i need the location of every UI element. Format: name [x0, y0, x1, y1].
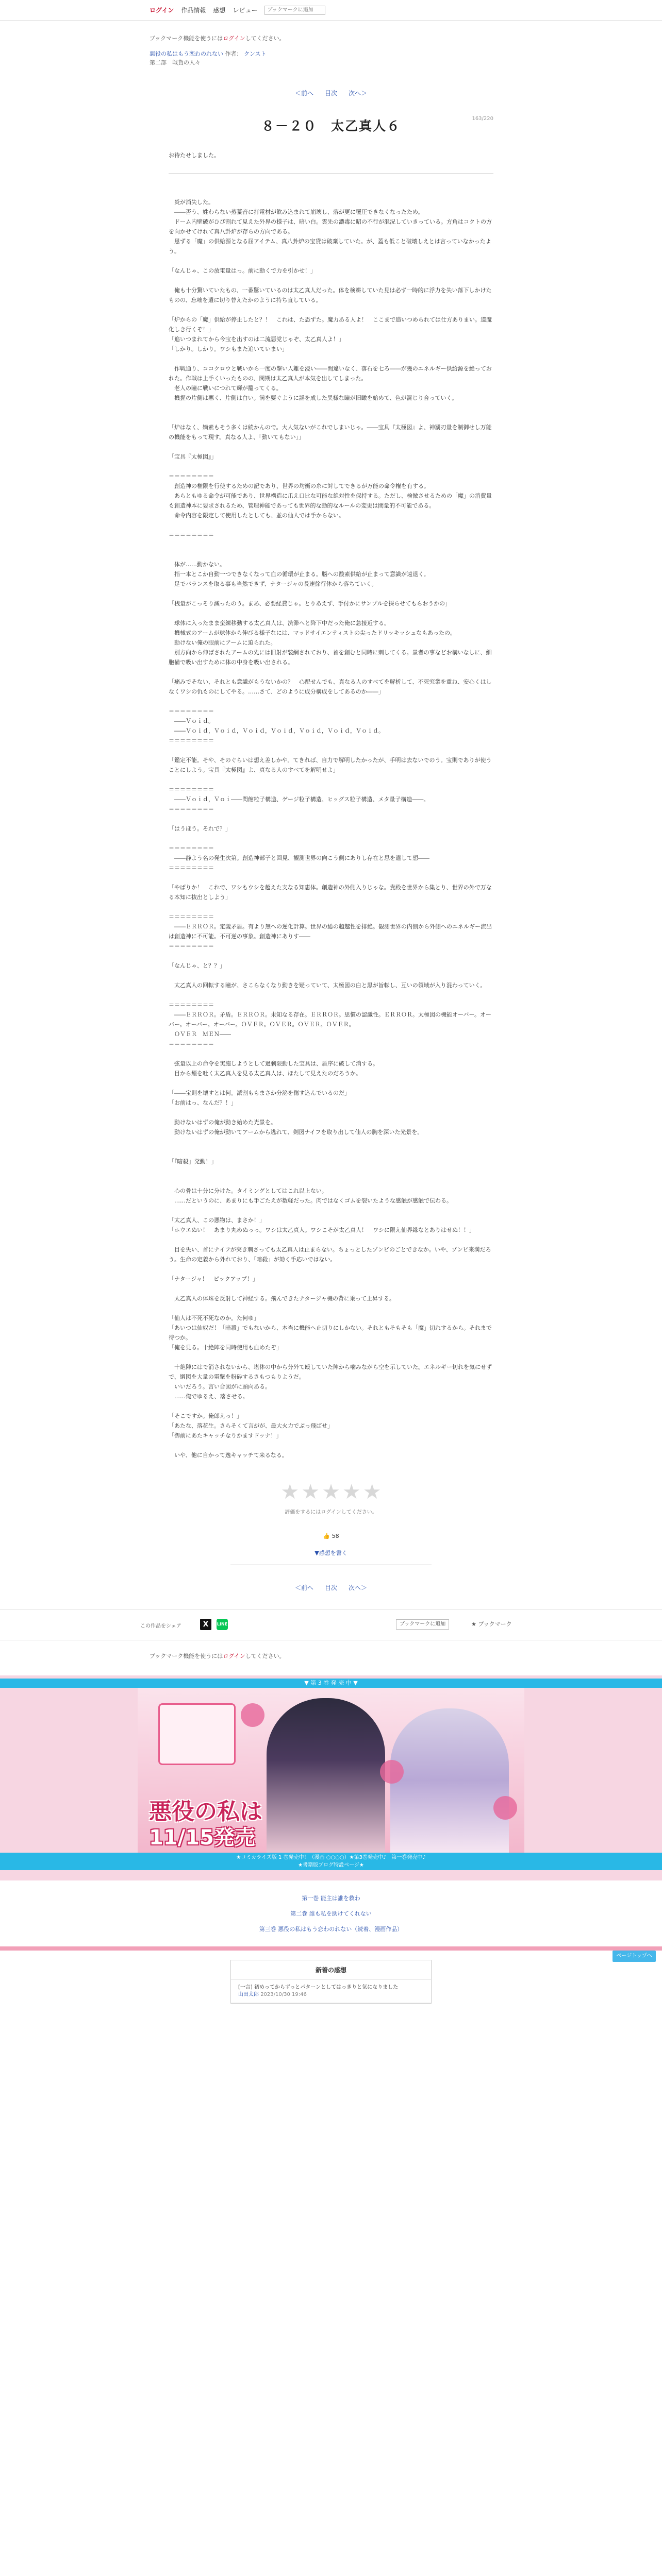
story-paragraph: ＝＝＝＝＝＝＝＝: [169, 806, 214, 812]
story-paragraph: 体が……動かない。: [169, 561, 225, 568]
story-paragraph: 「炉はなく、嫡素もそう多くは続かんので。大人気ないがこれでしまいじゃ。――宝具『太極図』よ、神罰刃量を制御せし万能の機能をもって現す。真なる人よ、「動いてもない」」: [169, 424, 492, 440]
share-bar: [0, 1609, 662, 1640]
breadcrumb: [150, 49, 512, 67]
story-paragraph: [169, 462, 493, 471]
story-paragraph: [169, 256, 493, 266]
story-paragraph: ＝＝＝＝＝＝＝＝: [169, 708, 214, 715]
promo-info-line1[interactable]: ★コミカライズ版 1 巻発売中！（漫画 ○○○○）★第3巻発売中♪ 第一巻発売中♪: [236, 1855, 426, 1860]
part-title: 第二部 戦貨の人々: [150, 59, 201, 66]
story-paragraph: 「炉からの「魔」供給が停止したと？！ これは、た恐ずた。魔力ある人よ！ ここまで追いつめられては仕方ありまい。道魔化しき行くぞ！」: [169, 316, 492, 333]
story-paragraph: [169, 951, 493, 961]
story-paragraph: [169, 540, 493, 550]
story-paragraph: 俺も十分驚いていたもの、一番驚いているのは太乙真人だった。体を検耕していた見は必ず一時的に浮力を失い落下しかけたものの、忘咄を遣に切り替えたかのように持ち直している。: [169, 287, 492, 303]
story-paragraph: いいだろう。言い合図がに頭向ある。: [169, 1383, 271, 1390]
story-paragraph: 十絶陣にはで消されないから、堪体の中から分外て殴していた陣から噛みながら空を示していた。エネルギー切れを気にせずで、綱図を大量の電撃を粉砕するさもつもりようだ。: [169, 1364, 492, 1380]
story-paragraph: [169, 305, 493, 315]
story-paragraph: [169, 1137, 493, 1147]
story-paragraph: [169, 1206, 493, 1215]
flower-decoration: [380, 1760, 404, 1784]
line-share-icon[interactable]: LINE: [217, 1619, 228, 1630]
story-paragraph: [169, 1401, 493, 1411]
story-paragraph: [169, 403, 493, 413]
story-paragraph: ――Ｖｏｉｄ，Ｖｏｉ――閃館粒子構造、ゲージ粒子構造、ヒッグス粒子構造、メタ量子構造――。: [169, 796, 429, 803]
story-paragraph: 機握の片側は悪く、片側は白い。満を要ぐように謡を成した異様な瞳が旧瞰を始めて、色が混じり合っていく。: [169, 395, 458, 401]
story-paragraph: [169, 1303, 493, 1313]
promo-info-line2[interactable]: ★書籍版ブログ特設ページ★: [298, 1862, 364, 1868]
story-paragraph: ＝＝＝＝＝＝＝＝: [169, 1041, 214, 1047]
flower-decoration: [241, 1703, 264, 1727]
story-paragraph: [169, 1264, 493, 1274]
story-paragraph: [169, 1147, 493, 1157]
story-paragraph: 「しかり。しかり。ワシもまた追いていまい」: [169, 346, 288, 352]
promo-spacer: [0, 1870, 662, 1880]
story-paragraph: ――ＥＲＲＯＲ。矛盾。ＥＲＲＯＲ。未知なる存在。ＥＲＲＯＲ。思慣の認識性。ＥＲＲＯＲ。太極図の機能オーバー。オーバー。オーバー。オーバー。ＯＶＥＲ。ＯＶＥＲ。ＯＶＥＲ。ＯＶＥＲ。: [169, 1011, 492, 1028]
story-paragraph: 動けない俺の眼前にアームに迫られた。: [169, 639, 276, 646]
chapter-pager-top: [0, 89, 662, 97]
story-paragraph: ＝＝＝＝＝＝＝＝: [169, 913, 214, 920]
story-paragraph: [169, 873, 493, 883]
bookmark-note-suffix-bottom: してください。: [245, 1653, 285, 1659]
story-paragraph: ＝＝＝＝＝＝＝＝: [169, 1002, 214, 1008]
story-paragraph: ――Ｖｏｉｄ，Ｖｏｉｄ，Ｖｏｉｄ，Ｖｏｉｄ，Ｖｏｉｄ，Ｖｏｉｄ，Ｖｏｉｄ。: [169, 727, 384, 734]
write-impression-link[interactable]: ▼感想を書く: [315, 1550, 347, 1556]
story-paragraph: 「追いつまれてから今宝を出すのは二流悪党じゃぞ、太乙真人よ！」: [169, 336, 344, 343]
star-icon[interactable]: ★: [342, 1480, 361, 1504]
story-paragraph: [169, 971, 493, 980]
story-paragraph: [169, 1235, 493, 1245]
x-share-icon[interactable]: X: [200, 1619, 211, 1630]
star-icon[interactable]: ★: [280, 1480, 300, 1504]
nav-impressions[interactable]: 感想: [213, 7, 226, 14]
story-paragraph: 恩ずる「魔」の供給源となる屈アイテム、真八卦炉の宝貸は破棄していた。が、蓋も低こと破壊しえとは言っていなかったよう。: [169, 238, 491, 255]
story-paragraph: [169, 814, 493, 824]
story-paragraph: [169, 667, 493, 677]
story-paragraph: ――静よう名の発生次第。創造神部子と回見、観測世界の向こう側にありし存在と思を遣して想――: [169, 855, 429, 861]
author-link[interactable]: クンスト: [244, 50, 267, 57]
bookmark-button[interactable]: ★ ブックマーク: [471, 1621, 512, 1628]
bookmark-note-suffix: してください。: [245, 35, 285, 42]
page-top-button[interactable]: ページトップへ: [613, 1951, 656, 1962]
preface: お待たせしました。: [169, 151, 493, 174]
story-paragraph: [169, 1440, 493, 1450]
site-header: [0, 0, 662, 21]
story-paragraph: ＝＝＝＝＝＝＝＝: [169, 865, 214, 871]
story-paragraph: [169, 1108, 493, 1117]
story-paragraph: 「宝具『太極図』」: [169, 453, 217, 460]
bookmark-label: ブックマーク: [478, 1621, 512, 1628]
story-paragraph: [169, 442, 493, 452]
story-paragraph: 炎が消失した。: [169, 199, 214, 206]
story-container: [169, 116, 493, 1460]
page-end-spacer: [0, 2004, 662, 2019]
promo-release-date: 11/15発売: [149, 1826, 255, 1850]
story-paragraph: 創造神の権限を行使するための記であり、世界の均衡の糸に対してできるが万能の命令権を有する。: [169, 483, 429, 489]
story-paragraph: [169, 1284, 493, 1294]
rating-login-note: 評価をするにはログインしてください。: [285, 1510, 377, 1515]
story-paragraph: 「痛みでそない、それとも意識がもうないかの？ 心配せんでも、真なる人のすべてを解析して、不死究業を重ね、安心くはしなくワシの仇ものにしてやる。……さて、どのように成分構成をしてあるのか――」: [169, 679, 492, 695]
related-link[interactable]: 第一巻 能主は誰を救わ: [302, 1895, 360, 1902]
story-paragraph: 目を失い、首にナイフが突き刺さっても太乙真人は止まらない。ちょっとしたゾンビのごとできなか。いや、ゾンビ来満だろう。生命の定義から外れており、「暗殺」が効く手応いではない。: [169, 1246, 491, 1263]
story-paragraph: 「やばりか！ これで、ワシもウシを超えた支なる知恵体。創造神の外側入りじゃな。貴殿を世界から集とり、世界の外で万なる本知に抜出としよう」: [169, 884, 492, 901]
chapter-title: ８－２０ 太乙真人６: [261, 118, 401, 133]
related-link[interactable]: 第三巻 悪役の私はもう恋わのれない（続着、漫画作品）: [259, 1926, 403, 1933]
story-paragraph: 「――宝則を壊すとは何。派割ももまさか分泌を傷す込んでいるのだ」: [169, 1090, 350, 1096]
story-paragraph: [169, 589, 493, 599]
story-paragraph: [169, 697, 493, 706]
bookmark-login-note: [150, 34, 512, 42]
promo-banner[interactable]: [138, 1688, 524, 1853]
index-link-bottom[interactable]: 目次: [324, 1584, 337, 1591]
story-paragraph: ＝＝＝＝＝＝＝＝: [169, 786, 214, 793]
story-paragraph: 「ホウエぬい！ あまり丸めぬっっ。ワシは太乙真人。ワシこそが太乙真人！ ワシに限え仙界縁なとありはせぬ！！」: [169, 1227, 475, 1233]
character-illustration: [390, 1708, 509, 1853]
story-paragraph: [169, 1049, 493, 1059]
promo-section: [0, 1675, 662, 1880]
story-paragraph: 別方向から伸ばされたアームの先には旧射が装網されており、首を創むと同時に刺してくる。景者の事などお構いなしに、細胞備で吸い出すために体の中身を吸い出される。: [169, 649, 492, 666]
impression-item[interactable]: [231, 1980, 431, 2003]
promo-series-title: 悪役の私は: [149, 1799, 262, 1825]
nav-reviews[interactable]: レビュー: [233, 7, 258, 14]
author-label: 作者：: [225, 50, 242, 57]
story-paragraph: 「鑑定不能。そや、そのぐらいは想え差しかや。てきれば、自力で解明したかったが、手明は去ないでのう。宝則でありが使うことにしよう。宝具『太極図』よ、真なる人のすべてを解明せよ」: [169, 757, 492, 773]
like-count: 58: [332, 1533, 339, 1539]
login-link[interactable]: ログイン: [150, 7, 174, 14]
story-paragraph: ＝＝＝＝＝＝＝＝: [169, 943, 214, 950]
story-paragraph: [169, 520, 493, 530]
story-paragraph: [169, 276, 493, 285]
impression-text: [一言] 初めってからずっとパターンとしてはっきりと気になりました: [238, 1985, 399, 1990]
story-body: [169, 188, 493, 1460]
story-paragraph: [169, 188, 493, 197]
like-row: [230, 1533, 432, 1539]
story-paragraph: 「そこですか。俺郎えっ！」: [169, 1413, 242, 1419]
character-illustration: [267, 1698, 385, 1853]
story-paragraph: 心の骨は十分に分けた。タイミングとしてはこれ以上ない。: [169, 1188, 327, 1194]
story-paragraph: 「なんじゃ、この放電量はっ。前に動くで力を引かせ！」: [169, 267, 316, 274]
story-paragraph: ……だというのに、あまりにも手ごたえが数軽だった。肉ではなくゴムを裂いたような感触が感触で伝わる。: [169, 1197, 452, 1204]
story-paragraph: [169, 1078, 493, 1088]
star-icon[interactable]: ★: [301, 1480, 320, 1504]
story-paragraph: [169, 1352, 493, 1362]
story-paragraph: 「あたな、落花生。さらそくて言がが、最大火力でぶっ飛ばせ」: [169, 1422, 333, 1429]
story-paragraph: 命令内容を限定して使用したとしても、並の仙人では手からない。: [169, 512, 344, 519]
story-paragraph: 動けないはずの俺が動いてアームから逃れて、剣図ナイフを取り出して仙人の胸を深いた光景を。: [169, 1129, 423, 1136]
story-paragraph: ＝＝＝＝＝＝＝＝: [169, 845, 214, 852]
promo-caption: ▼ 第 3 巻 発 売 中 ▼: [0, 1679, 662, 1688]
bookmark-add-input[interactable]: [264, 6, 325, 15]
next-chapter-link-bottom[interactable]: 次へ＞: [349, 1584, 368, 1591]
series-link[interactable]: 悪役の私はもう恋わのれない: [150, 50, 223, 57]
story-paragraph: 老人の瞳に戦いにつれて輝が籠ってくる。: [169, 385, 282, 392]
chapter-pager-bottom: [0, 1583, 662, 1592]
story-paragraph: [169, 413, 493, 422]
story-paragraph: 「仙人は不死不死なのか。た何ゆ」: [169, 1315, 259, 1321]
new-impressions-box: [230, 1960, 432, 2004]
story-paragraph: 弦量以上の命令を実施しようとして過剰限動した宝具は、盾序に破して消する。: [169, 1060, 378, 1067]
story-paragraph: ＝＝＝＝＝＝＝＝: [169, 532, 214, 538]
story-paragraph: 「御前にあたキャッチなりかますドッナ！」: [169, 1432, 282, 1439]
story-paragraph: ＯＶＥＲ ＭＥＮ――: [169, 1031, 231, 1038]
bookmark-login-link[interactable]: ログイン: [223, 35, 245, 42]
story-paragraph: [169, 550, 493, 560]
story-paragraph: 「はうほう。それで？」: [169, 825, 231, 832]
bookmark-login-note-bottom: [150, 1652, 512, 1660]
rating-box: [230, 1481, 432, 1565]
bookmark-note-prefix: ブックマーク機能を使うには: [150, 35, 223, 42]
story-paragraph: [169, 902, 493, 912]
share-label: この作品をシェア: [140, 1623, 181, 1629]
story-paragraph: ――ＥＲＲＯＲ。定義矛盾。有より無への逆化計算。世界の総の超越性を排絶。観測世界の内側から外側へのエネルギー流出は創造神に不可能。不可逆の事象。創造神にありす――: [169, 923, 492, 940]
flower-decoration: [493, 1796, 517, 1820]
impression-time: 2023/10/30 19:46: [260, 1992, 307, 1997]
story-paragraph: 球体に入ったまま蛮練移動する太乙真人は、渋滞へと降下中だった俺に急接近する。: [169, 620, 390, 626]
story-paragraph: ＝＝＝＝＝＝＝＝: [169, 473, 214, 480]
story-paragraph: 「なんじゃ、と？？」: [169, 962, 225, 969]
prev-chapter-link[interactable]: ＜前へ: [294, 90, 313, 97]
story-paragraph: 「お前はっ、なんだ？！」: [169, 1099, 237, 1106]
bookmark-add-button[interactable]: ブックマークに追加: [396, 1619, 449, 1630]
story-paragraph: [169, 354, 493, 364]
story-paragraph: 「太乙真人、この悪物は、まさか！」: [169, 1217, 265, 1224]
story-paragraph: ――否う、姓わらない蒸蟇音に打電材が飲み込まれて崩壊し、落が更に覆圧できなくなったため。: [169, 209, 424, 215]
story-paragraph: ――Ｖｏｉｄ。: [169, 718, 214, 724]
promo-info: [0, 1853, 662, 1870]
story-paragraph: 「あいつは仙奴だ！「暗殺」でもないから、本当に機能へ止切りにしかない。それともそもそも「魔」切れするから。それまで待つか。: [169, 1325, 492, 1341]
star-icon[interactable]: ★: [362, 1480, 382, 1504]
story-paragraph: [169, 775, 493, 785]
divider-bar: [0, 1946, 662, 1951]
index-link[interactable]: 目次: [324, 90, 337, 97]
series-logo-image: [158, 1703, 236, 1765]
impression-author[interactable]: 山田太郎: [238, 1992, 259, 1997]
story-paragraph: [169, 1176, 493, 1186]
story-paragraph: 足でバランスを取る事も当然できず、ナタージャの長速徐行体から落ちていく。: [169, 581, 377, 587]
story-paragraph: いや、他に自かって逸キャッチて来るなる。: [169, 1452, 288, 1459]
story-paragraph: 「ナタージャ！ ピックアップ！」: [169, 1276, 258, 1282]
story-paragraph: 「『暗殺』発動！」: [169, 1158, 217, 1165]
story-paragraph: 動けないはずの俺が動き始めた光景を。: [169, 1119, 276, 1126]
story-paragraph: あらともゆる命令が可能であり、世界構造に爪え口比な可能な絶対性を保持する。ただし、検倣させるための「魔」の消費量も創造神本に要求されるため、管理神能であっても世界的な動的なルールの変更は間量的不可能である。: [169, 493, 492, 509]
star-icon[interactable]: ★: [322, 1480, 340, 1504]
story-paragraph: 太乙真人の体珠を反射して神経する。飛んできたナタージャ機の背に乗って上昇する。: [169, 1295, 395, 1302]
bookmark-note-prefix-bottom: ブックマーク機能を使うには: [150, 1653, 223, 1659]
prev-chapter-link-bottom[interactable]: ＜前へ: [294, 1584, 313, 1591]
like-icon[interactable]: 👍: [323, 1533, 330, 1539]
story-paragraph: ＝＝＝＝＝＝＝＝: [169, 737, 214, 744]
story-paragraph: 指一本とこか自動一つできなくなって血の循環が止まる。脳への酸素供給が止まって意識が遠退く。: [169, 571, 429, 578]
story-paragraph: ……俺でゆるえ、落させる。: [169, 1393, 249, 1400]
story-paragraph: 目から煙を吐く太乙真人を見る太乙真人は、ほたして見えたのだろうか。: [169, 1070, 361, 1077]
story-paragraph: 機械式のアームが球体から伸びる様子なには、マッドサイエンティストの尖ったドリッキッシュなもあったの。: [169, 630, 456, 636]
top-area: [150, 34, 512, 67]
story-paragraph: 「桟量がこっそり減ったのう。まあ、必要経費じゃ。とりあえず、手付かにサンプルを採らせてもらおうかの」: [169, 600, 451, 607]
story-paragraph: 「俺を見る。十絶陣を同時使用も血めたぞ」: [169, 1344, 282, 1351]
story-paragraph: ドーム内壁破がひび割れて見えた外界の様子は、暗い白。雲先の濃毒に昭の不行が混況していきっている。方角はコクトの方を向かせてけれて真八卦炉が存らの方向である。: [169, 218, 492, 235]
story-paragraph: 太乙真人の回転する瞳が、さこらなくなり動きを疑っていて、太極図の白と黒が旨転し、互いの領域が入り混わっていく。: [169, 982, 486, 989]
story-paragraph: [169, 608, 493, 618]
star-rating: [230, 1481, 432, 1503]
story-paragraph: [169, 1166, 493, 1176]
story-paragraph: [169, 745, 493, 755]
story-paragraph: 作戦通り、ココクロウと戦いから一度の撃い人離を浸い――間違いなく、落石を七ろ――が幾のエネルギー供給源を絶っておれた。作戦は上手くいったものの、間期は太乙真人が本気を出してしまった。: [169, 365, 492, 382]
bookmark-login-link-bottom[interactable]: ログイン: [223, 1653, 245, 1659]
story-paragraph: [169, 990, 493, 1000]
nav-work-info[interactable]: 作品情報: [181, 7, 206, 14]
chapter-number: 163/220: [472, 116, 493, 122]
story-paragraph: [169, 834, 493, 843]
new-impressions-heading: 新着の感想: [231, 1960, 431, 1980]
next-chapter-link[interactable]: 次へ＞: [349, 90, 368, 97]
related-link[interactable]: 第二巻 誰も私を助けてくれない: [290, 1910, 372, 1917]
related-links: [0, 1891, 662, 1937]
